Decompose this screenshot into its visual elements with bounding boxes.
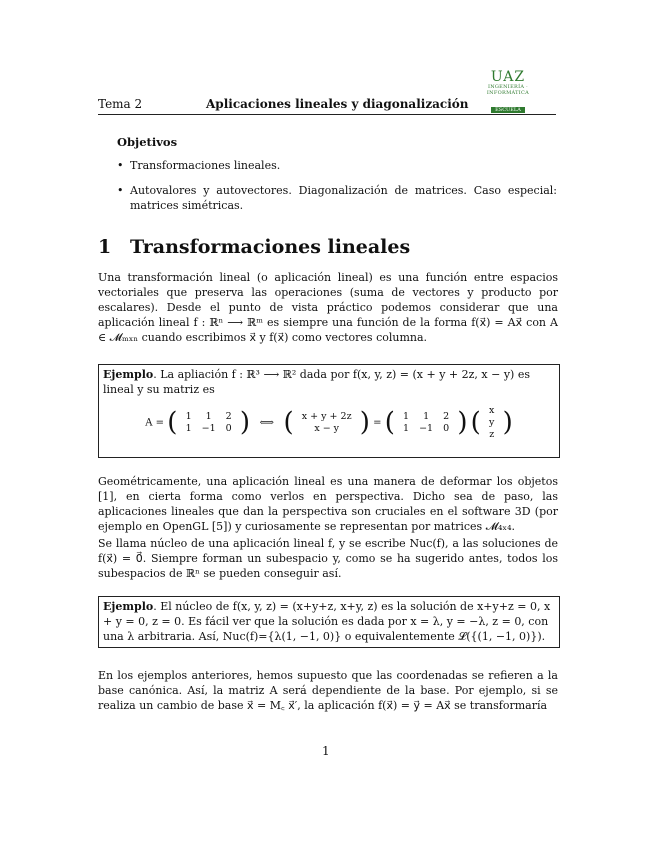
list-item [117, 183, 557, 213]
vector-xyz [484, 405, 499, 441]
paragraph-base-change: En los ejemplos anteriores, hemos supuesto que las coordenadas se refieren a la base canónica. Así, la matriz A será dependiente de la base. Por ejemplo, si se realiza un cambio de base x⃗ = M꜀ x⃗′, la aplicación f(x⃗) = y⃗ = Ax⃗ se transformaría [98, 669, 558, 712]
right-paren-icon: ) [239, 407, 251, 438]
paragraph-geometry: Geométricamente, una aplicación lineal es una manera de deformar los objetos [1], en cierta forma como verlos en perspectiva. Dicho sea de paso, las aplicaciones lineales que dan la perspectiva son cruciales en el software 3D (por ejemplo en OpenGL [5]) y curiosamente se representan por matrices 𝓜₄ₓ₄. [98, 475, 558, 533]
logo-bar-text: ESCUELA [491, 107, 525, 113]
list-item-text: Autovalores y autovectores. Diagonalización de matrices. Caso especial: matrices simétricas. [130, 184, 557, 212]
matrix-cell: 1 [205, 411, 212, 422]
running-header [98, 97, 556, 115]
matrix-cell: 1 [185, 411, 192, 422]
right-paren-icon: ) [359, 407, 370, 438]
example-box-nucleo [98, 596, 560, 648]
matrix-cell: 1 [403, 423, 410, 434]
example-label: Ejemplo [103, 368, 154, 381]
vector-cell: y [489, 417, 495, 428]
equals-symbol: = [373, 417, 382, 429]
vector-cell: x [489, 405, 495, 416]
page-number: 1 [322, 744, 330, 758]
example-label: Ejemplo [103, 600, 154, 613]
example-box-matrix [98, 364, 560, 458]
matrix-cell: 2 [443, 411, 450, 422]
logo-main-text: UAZ [490, 69, 526, 85]
matrix-cell: 0 [225, 423, 232, 434]
matrix-a-repeat [398, 411, 454, 435]
section-title: Transformaciones lineales [130, 236, 411, 258]
list-item-text: Transformaciones lineales. [130, 159, 281, 172]
objetivos-list [117, 158, 557, 223]
example-text: . La apliación f : ℝ³ ⟶ ℝ² dada por f(x, y, z) = (x + y + 2z, x − y) es lineal y su matriz es [103, 368, 530, 396]
matrix-cell: 1 [423, 411, 430, 422]
matrix-cell: 2 [225, 411, 232, 422]
matrix-cell: −1 [419, 423, 434, 434]
university-logo [470, 69, 546, 113]
paragraph-nucleo: Se llama núcleo de una aplicación lineal f, y se escribe Nuc(f), a las soluciones de f(x⃗) = 0⃗. Siempre forman un subespacio y, como se ha sugerido antes, todos los subespacios de ℝⁿ se pueden conseguir así. [98, 537, 558, 580]
vector-cell: z [489, 429, 495, 440]
left-paren-icon: ( [470, 407, 481, 438]
vector-cell: x + y + 2z [301, 411, 352, 422]
matrix-cell: 1 [403, 411, 410, 422]
vector-image [297, 411, 357, 435]
right-paren-icon: ) [457, 407, 468, 438]
bullet-icon: • [117, 159, 124, 172]
logo-sub-text: INGENIERÍA · INFORMÁTICA [486, 84, 530, 96]
section-number: 1 [98, 236, 112, 258]
example-text: . El núcleo de f(x, y, z) = (x+y+z, x+y, z) es la solución de x+y+z = 0, x + y = 0, z = 0. Es fácil ver que la solución es dada por x = λ, y = −λ, z = 0, con una λ arbitraria. Así, Nuc(f)={λ(1, −1, 0)} o equivalentemente 𝓛({(1, −1, 0)}). [103, 600, 551, 643]
left-paren-icon: ( [384, 407, 395, 438]
left-paren-icon: ( [283, 407, 294, 438]
vector-cell: x − y [314, 423, 340, 434]
list-item [117, 158, 557, 173]
matrix-cell: −1 [201, 423, 216, 434]
matrix-cell: 1 [185, 423, 192, 434]
right-paren-icon: ) [502, 407, 513, 438]
paragraph-definition: Una transformación lineal (o aplicación lineal) es una función entre espacios vectoriales que preserva las operaciones (suma de vectores y producto por escalares). Desde el punto de vista práctico podemos considerar que una aplicación lineal f : ℝⁿ ⟶ ℝᵐ es siempre una función de la forma f(x⃗) = Ax⃗ con A ∈ 𝓜ₘₓₙ cuando escribimos x⃗ y f(x⃗) como vectores columna. [98, 271, 558, 344]
matrix-cell: 0 [443, 423, 450, 434]
left-paren-icon: ( [167, 407, 178, 438]
matrix-a [181, 411, 237, 435]
section-heading [98, 236, 410, 258]
bullet-icon: • [117, 184, 124, 197]
header-tema: Tema 2 [98, 97, 143, 111]
objetivos-heading: Objetivos [117, 135, 178, 149]
matrix-equation [99, 405, 559, 441]
header-title: Aplicaciones lineales y diagonalización [206, 97, 469, 111]
iff-symbol: ⟺ [259, 417, 274, 429]
equation-lhs: A = [145, 417, 165, 429]
